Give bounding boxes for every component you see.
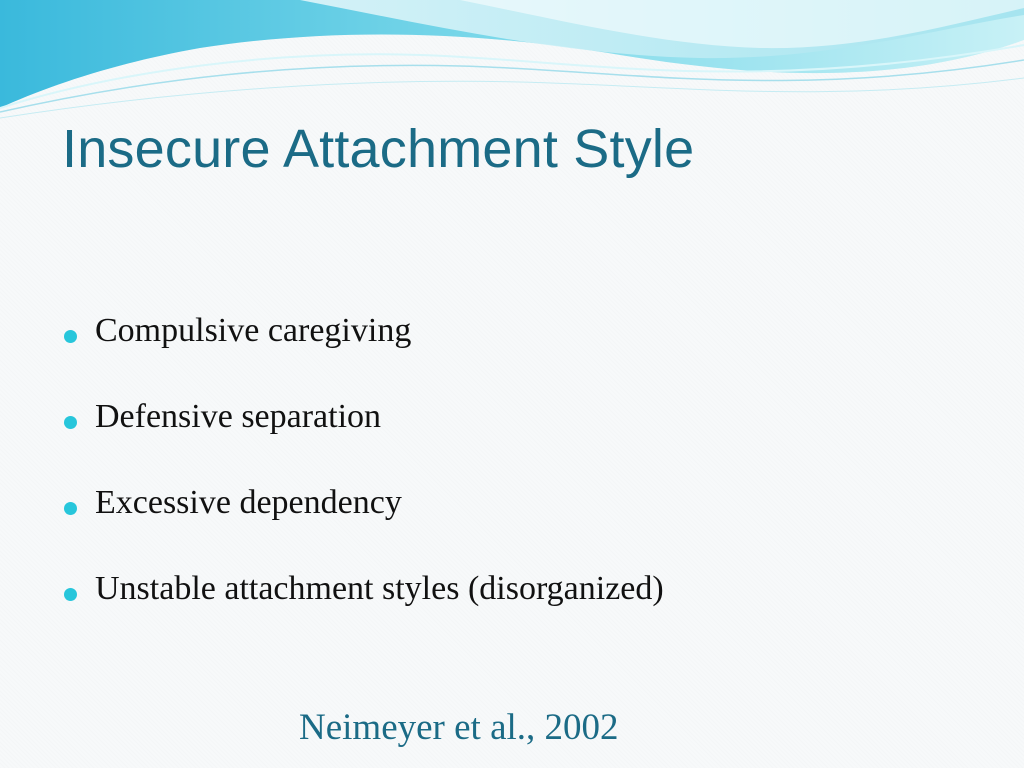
bullet-text: Unstable attachment styles (disorganized) [95, 570, 664, 607]
bullet-dot-icon [64, 416, 77, 429]
slide-title: Insecure Attachment Style [62, 119, 695, 179]
bullet-dot-icon [64, 502, 77, 515]
bullet-item [62, 468, 664, 554]
bullet-item [62, 382, 664, 468]
citation: Neimeyer et al., 2002 [299, 707, 619, 748]
bullet-text: Defensive separation [95, 398, 382, 435]
bullet-item [62, 296, 664, 382]
bullet-item [62, 554, 664, 640]
bullet-dot-icon [64, 588, 77, 601]
bullet-text: Compulsive caregiving [95, 312, 412, 349]
bullet-list [62, 296, 664, 640]
bullet-dot-icon [64, 330, 77, 343]
header-wave-decoration [0, 0, 1024, 130]
bullet-text: Excessive dependency [95, 484, 402, 521]
